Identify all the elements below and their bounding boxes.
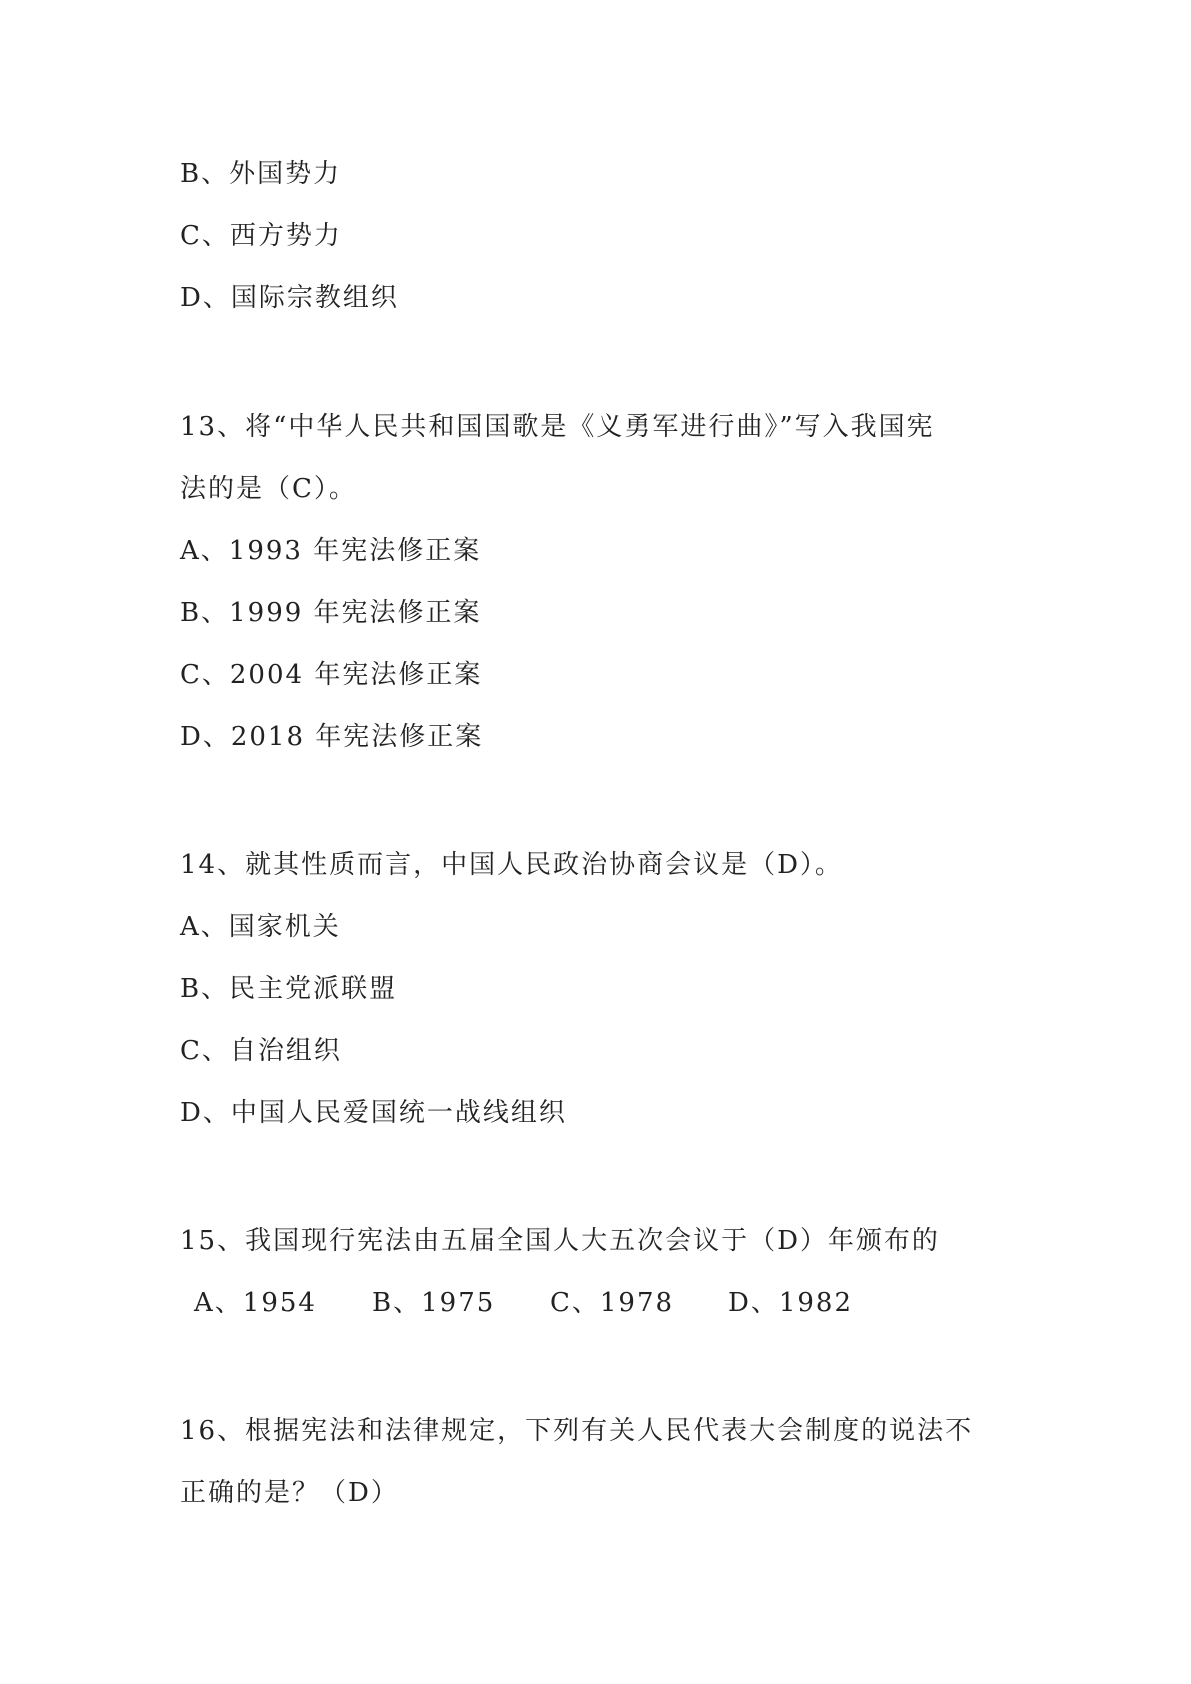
q13-option-d: D、2018 年宪法修正案	[180, 722, 484, 752]
q14-stem: 14、就其性质而言，中国人民政治协商会议是（D）。	[180, 850, 843, 880]
q12-option-d: D、国际宗教组织	[180, 283, 399, 313]
q13-option-a: A、1993 年宪法修正案	[180, 536, 482, 566]
q13-option-b: B、1999 年宪法修正案	[180, 598, 482, 628]
q14-option-d: D、中国人民爱国统一战线组织	[180, 1098, 567, 1128]
q14-option-a: A、国家机关	[180, 912, 341, 942]
q14-option-b: B、民主党派联盟	[180, 974, 398, 1004]
q16-stem-line-2: 正确的是？（D）	[180, 1478, 399, 1508]
q14-option-c: C、自治组织	[180, 1036, 342, 1066]
q15-option-a: A、1954	[194, 1288, 317, 1318]
q12-option-b: B、外国势力	[180, 159, 342, 189]
q15-option-b: B、1975	[372, 1288, 496, 1318]
q15-option-c: C、1978	[550, 1288, 675, 1318]
q15-option-d: D、1982	[728, 1288, 854, 1318]
q13-option-c: C、2004 年宪法修正案	[180, 660, 483, 690]
q16-stem-line-1: 16、根据宪法和法律规定，下列有关人民代表大会制度的说法不	[180, 1416, 974, 1446]
q15-stem: 15、我国现行宪法由五届全国人大五次会议于（D）年颁布的	[180, 1226, 940, 1256]
q13-stem-line-2: 法的是（C）。	[180, 474, 357, 504]
q12-option-c: C、西方势力	[180, 221, 342, 251]
q13-stem-line-1: 13、将“中华人民共和国国歌是《义勇军进行曲》”写入我国宪	[180, 412, 935, 442]
